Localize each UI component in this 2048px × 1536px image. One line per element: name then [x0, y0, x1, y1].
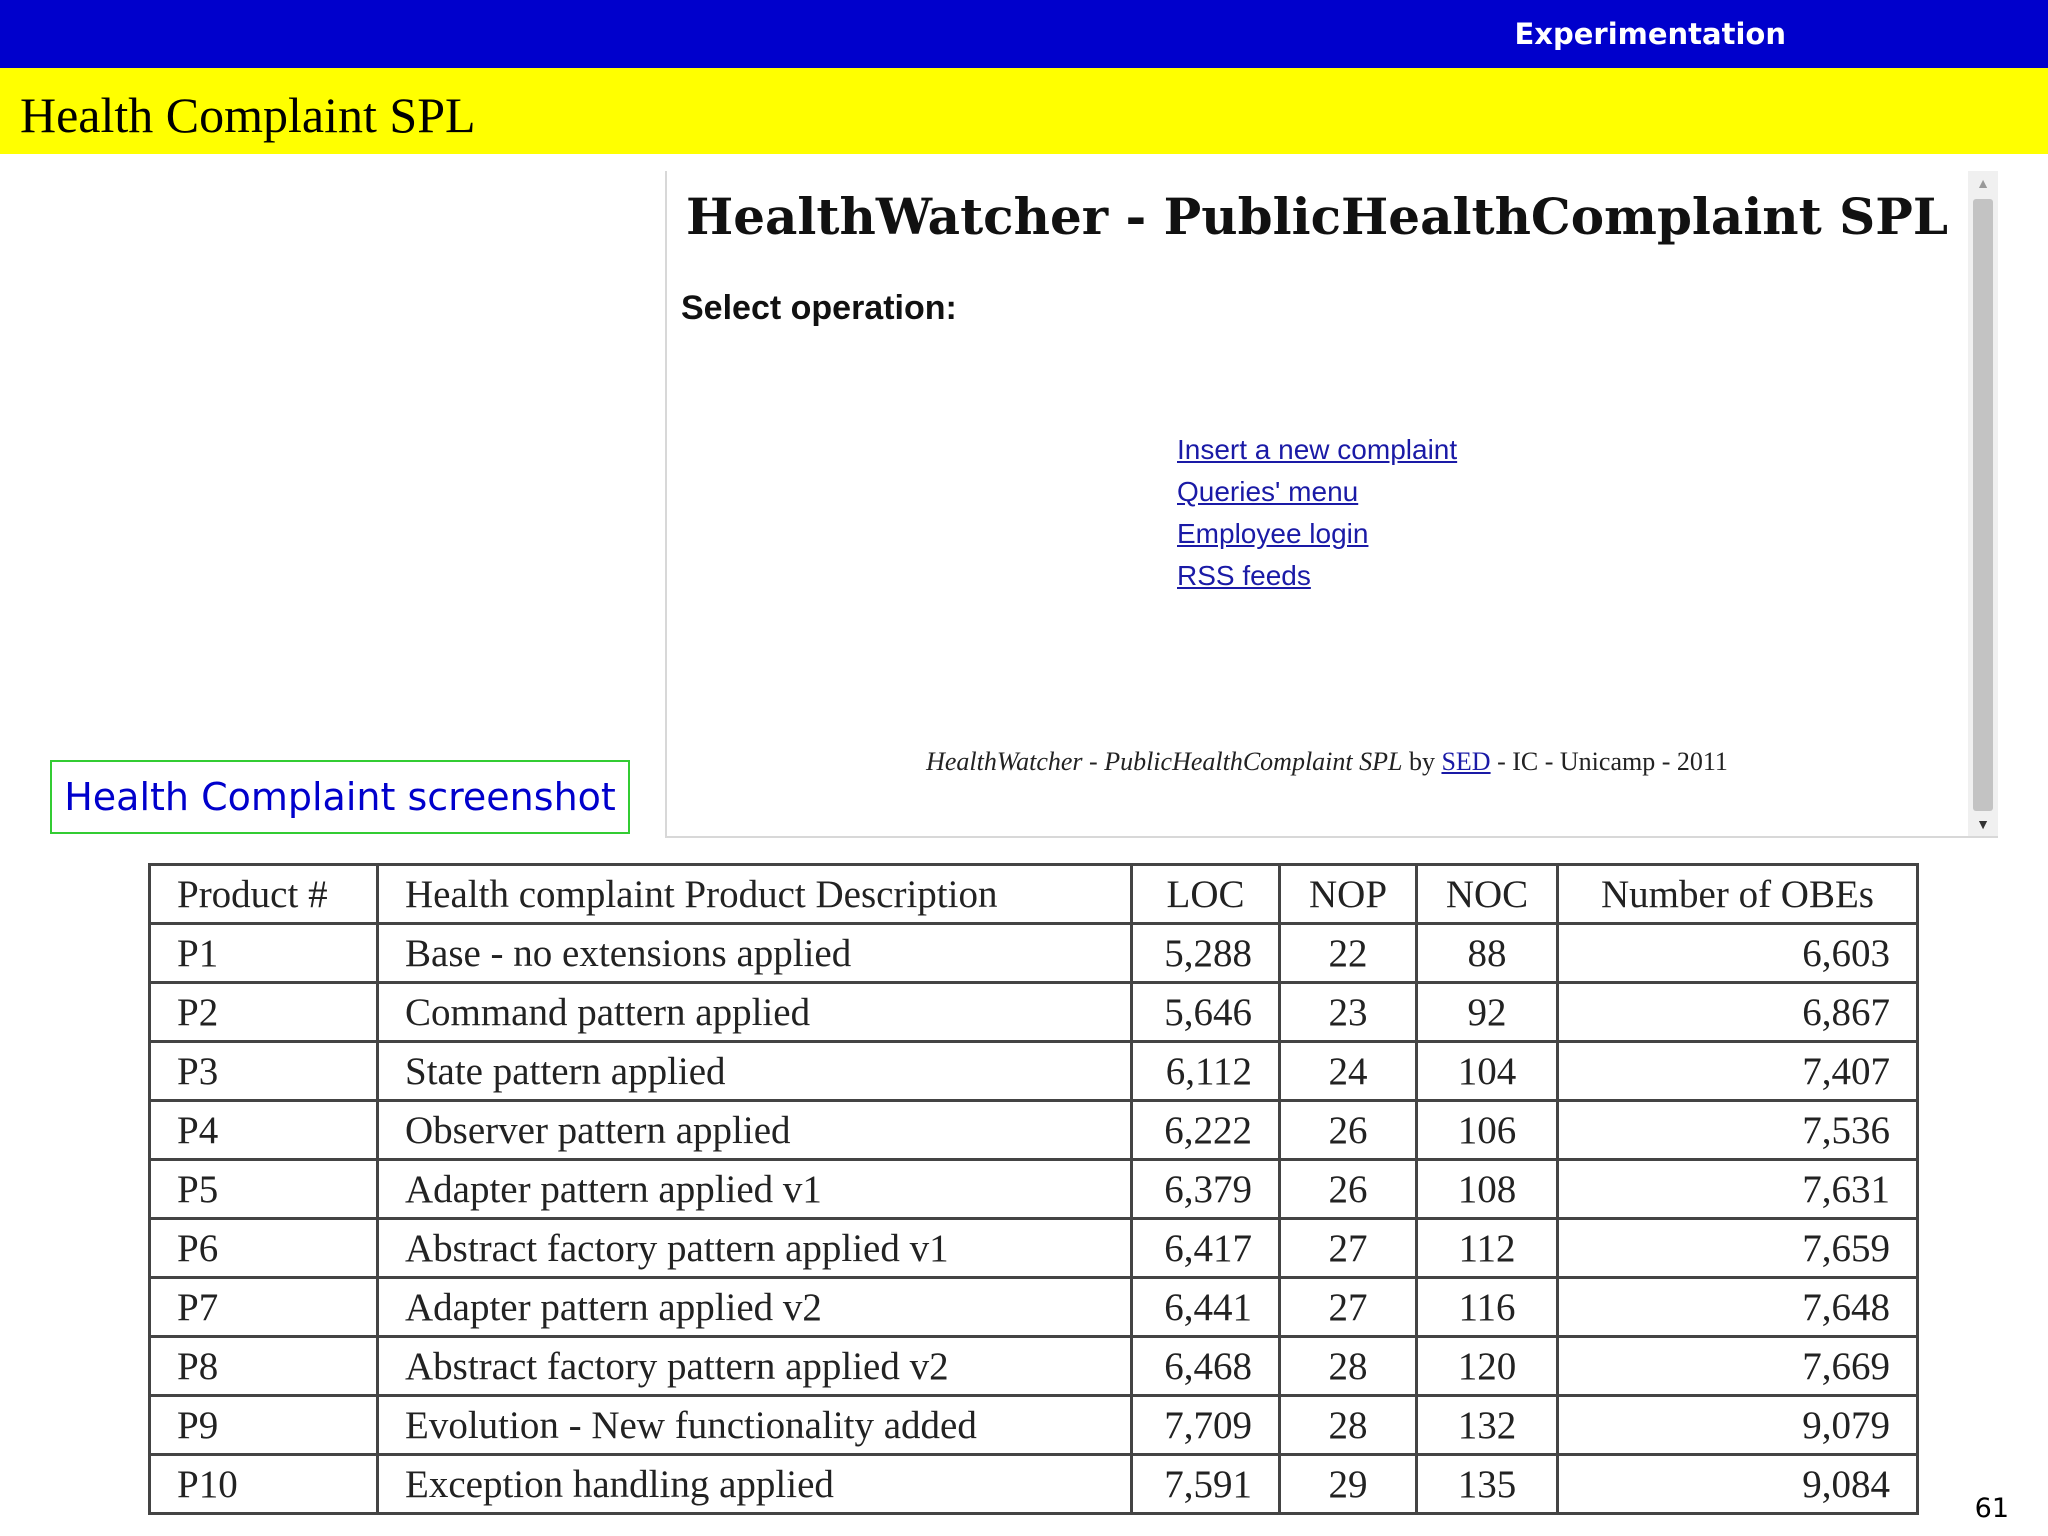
table-cell: 27 [1280, 1278, 1417, 1337]
queries-menu-link[interactable]: Queries' menu [1177, 476, 1359, 507]
table-cell: 108 [1417, 1160, 1558, 1219]
title-banner [0, 68, 2048, 154]
table-cell: 120 [1417, 1337, 1558, 1396]
table-cell: P5 [150, 1160, 378, 1219]
table-cell: 5,646 [1132, 983, 1280, 1042]
table-body [150, 924, 1918, 1514]
column-header: Health complaint Product Description [378, 865, 1132, 924]
table-cell: 26 [1280, 1101, 1417, 1160]
table-cell: Adapter pattern applied v2 [378, 1278, 1132, 1337]
app-footer [667, 747, 1987, 777]
table-cell: State pattern applied [378, 1042, 1132, 1101]
embedded-app-screenshot [665, 171, 1998, 838]
page-number: 61 [1974, 1493, 2009, 1524]
table-cell: Command pattern applied [378, 983, 1132, 1042]
table-cell: 6,441 [1132, 1278, 1280, 1337]
table-cell: 28 [1280, 1396, 1417, 1455]
table-cell: 6,603 [1558, 924, 1918, 983]
table-cell: Base - no extensions applied [378, 924, 1132, 983]
footer-affiliation: - IC - Unicamp - 2011 [1490, 747, 1728, 776]
table-cell: Abstract factory pattern applied v2 [378, 1337, 1132, 1396]
table-cell: P2 [150, 983, 378, 1042]
table-cell: 116 [1417, 1278, 1558, 1337]
table-cell: Observer pattern applied [378, 1101, 1132, 1160]
table-cell: 135 [1417, 1455, 1558, 1514]
table-cell: 7,536 [1558, 1101, 1918, 1160]
scroll-up-arrow-icon[interactable]: ▲ [1976, 175, 1990, 191]
table-cell: Exception handling applied [378, 1455, 1132, 1514]
table-cell: 6,468 [1132, 1337, 1280, 1396]
table-cell: 6,379 [1132, 1160, 1280, 1219]
table-cell: 104 [1417, 1042, 1558, 1101]
column-header: LOC [1132, 865, 1280, 924]
table-cell: Evolution - New functionality added [378, 1396, 1132, 1455]
table-cell: 132 [1417, 1396, 1558, 1455]
scrollbar-thumb[interactable] [1973, 199, 1993, 811]
table-cell: P9 [150, 1396, 378, 1455]
table-cell: 29 [1280, 1455, 1417, 1514]
table-row [150, 983, 1918, 1042]
table-cell: 7,709 [1132, 1396, 1280, 1455]
column-header: NOC [1417, 865, 1558, 924]
top-banner [0, 0, 2048, 68]
table-cell: 9,079 [1558, 1396, 1918, 1455]
table-cell: 7,659 [1558, 1219, 1918, 1278]
insert-complaint-link[interactable]: Insert a new complaint [1177, 434, 1458, 465]
table-cell: 92 [1417, 983, 1558, 1042]
table-cell: 7,631 [1558, 1160, 1918, 1219]
table-row [150, 1219, 1918, 1278]
table-row [150, 1278, 1918, 1337]
table-cell: 24 [1280, 1042, 1417, 1101]
footer-sed-link[interactable]: SED [1441, 747, 1491, 776]
metrics-table [148, 863, 1919, 1515]
rss-feeds-link[interactable]: RSS feeds [1177, 560, 1311, 591]
column-header: NOP [1280, 865, 1417, 924]
app-heading: HealthWatcher - PublicHealthComplaint SPL [685, 187, 1949, 246]
table-row [150, 1160, 1918, 1219]
table-cell: P1 [150, 924, 378, 983]
scroll-down-arrow-icon[interactable]: ▼ [1976, 816, 1990, 832]
table-cell: Abstract factory pattern applied v1 [378, 1219, 1132, 1278]
table-cell: 6,222 [1132, 1101, 1280, 1160]
table-cell: 22 [1280, 924, 1417, 983]
footer-product-name: HealthWatcher - PublicHealthComplaint SPL [926, 747, 1403, 776]
vertical-scrollbar[interactable] [1968, 171, 1998, 836]
table-row [150, 1337, 1918, 1396]
table-cell: 5,288 [1132, 924, 1280, 983]
table-header-row [150, 865, 1918, 924]
table-cell: P10 [150, 1455, 378, 1514]
table-cell: 6,417 [1132, 1219, 1280, 1278]
table-cell: 28 [1280, 1337, 1417, 1396]
table-row [150, 1396, 1918, 1455]
table-cell: 7,669 [1558, 1337, 1918, 1396]
table-cell: 112 [1417, 1219, 1558, 1278]
table-row [150, 1455, 1918, 1514]
table-cell: 7,591 [1132, 1455, 1280, 1514]
table-cell: P8 [150, 1337, 378, 1396]
screenshot-caption-box [50, 760, 630, 834]
table-row [150, 1042, 1918, 1101]
table-cell: P7 [150, 1278, 378, 1337]
table-cell: 88 [1417, 924, 1558, 983]
table-cell: 23 [1280, 983, 1417, 1042]
column-header: Number of OBEs [1558, 865, 1918, 924]
table-cell: 26 [1280, 1160, 1417, 1219]
table-cell: P3 [150, 1042, 378, 1101]
select-operation-label: Select operation: [681, 289, 957, 327]
table-cell: 27 [1280, 1219, 1417, 1278]
table-row [150, 1101, 1918, 1160]
slide-title: Health Complaint SPL [20, 87, 476, 143]
table-cell: 9,084 [1558, 1455, 1918, 1514]
screenshot-caption: Health Complaint screenshot [64, 775, 616, 819]
table-cell: 6,867 [1558, 983, 1918, 1042]
operation-menu [1177, 429, 1457, 597]
section-label: Experimentation [1514, 17, 1786, 51]
table-row [150, 924, 1918, 983]
table-cell: Adapter pattern applied v1 [378, 1160, 1132, 1219]
table-cell: 7,648 [1558, 1278, 1918, 1337]
column-header: Product # [150, 865, 378, 924]
table-cell: 106 [1417, 1101, 1558, 1160]
employee-login-link[interactable]: Employee login [1177, 518, 1369, 549]
table-cell: 6,112 [1132, 1042, 1280, 1101]
table-cell: 7,407 [1558, 1042, 1918, 1101]
footer-by: by [1402, 747, 1442, 776]
table-cell: P6 [150, 1219, 378, 1278]
table-cell: P4 [150, 1101, 378, 1160]
